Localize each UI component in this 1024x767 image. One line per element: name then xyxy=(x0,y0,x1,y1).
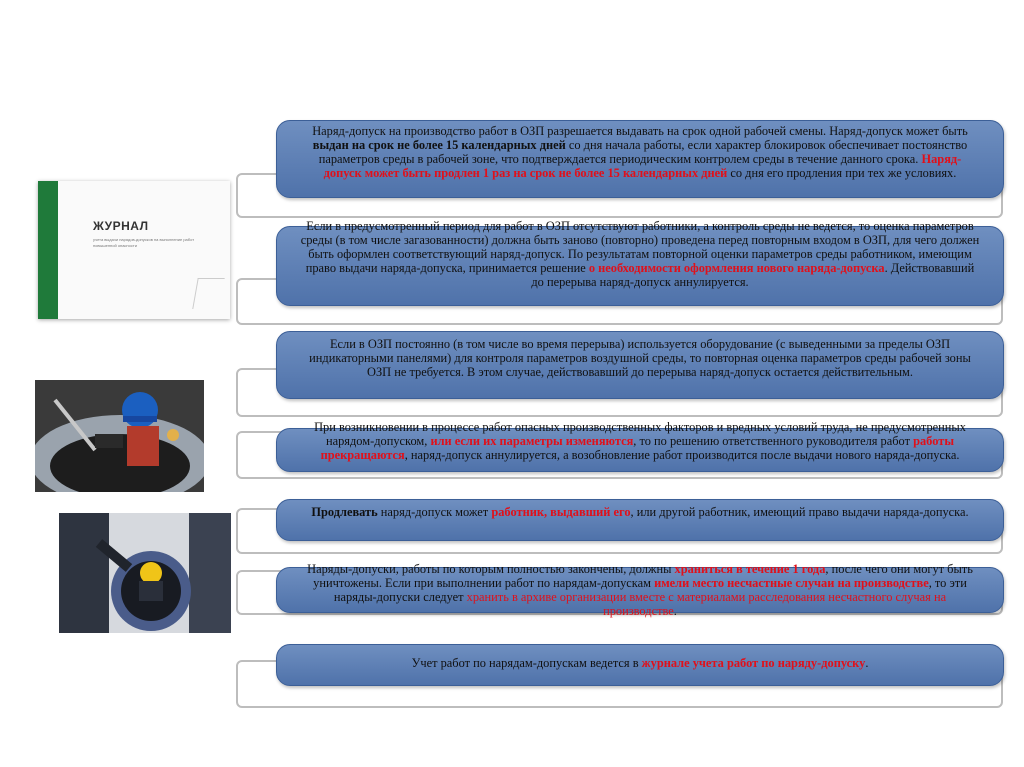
info-text-segment: Учет работ по нарядам-допускам ведется в xyxy=(411,656,642,670)
info-text-segment: о необходимости оформления нового наряда-допуска xyxy=(588,261,885,275)
info-text-segment: журнале учета работ по наряду-допуску xyxy=(641,656,866,670)
journal-subtitle: учета выдачи нарядов-допусков на выполнение работ повышенной опасности xyxy=(93,237,195,248)
info-text-segment: работы прекращаются xyxy=(320,434,955,462)
journal-image xyxy=(38,181,230,319)
info-text-segment: Наряды-допуски, работы по которым полностью закончены, должны xyxy=(307,562,675,576)
info-text-segment: или если их параметры изменяются xyxy=(430,434,634,448)
info-text-segment: работник, выдавший его xyxy=(491,505,631,519)
info-text-segment: со дня начала работы, если характер блокировок обеспечивает постоянство параметров среды в рабочей зоне, что подтверждается периодическим контролем среды в течение данного срока. xyxy=(318,138,968,166)
info-text-4 xyxy=(300,420,980,462)
worker-helmet-illustration xyxy=(35,380,204,492)
info-text-7 xyxy=(300,656,980,670)
info-text-segment: , то по решению ответственного руководителя работ xyxy=(633,434,914,448)
info-text-3 xyxy=(300,337,980,379)
info-text-segment: , наряд-допуск аннулируется, а возобновление работ производится после выдачи нового наряда-допуска. xyxy=(404,448,960,462)
info-text-segment: со дня его продления при тех же условиях. xyxy=(727,166,957,180)
info-text-1 xyxy=(300,124,980,180)
info-text-segment: Наряд-допуск на производство работ в ОЗП разрешается выдавать на срок одной рабочей смены. Наряд-допуск может быть xyxy=(312,124,968,138)
info-text-segment: . xyxy=(865,656,869,670)
journal-page-fold xyxy=(192,278,224,309)
info-text-segment: , то эти наряды-допуски следует xyxy=(333,576,967,604)
info-text-6 xyxy=(300,562,980,618)
info-text-segment: , или другой работник, имеющий право выдачи наряда-допуска. xyxy=(630,505,969,519)
info-text-segment: хранить в архиве организации вместе с материалами расследования несчастного случая на производстве xyxy=(466,590,947,618)
info-text-segment: храниться в течение 1 года xyxy=(674,562,826,576)
info-text-segment: Продлевать xyxy=(311,505,378,519)
info-text-segment: Если в предусмотренный период для работ в ОЗП отсутствуют работники, а контроль среды не ведется, то оценка параметров среды (в том числе загазованности) должна быть заново (повторно) проведена перед повторным входом в ОЗП, для чего должен быть оформлен соответствующий наряд-допуск. По результатам повторной оценки параметров среды работником, имеющим право выдачи наряда-допуска, принимается решение xyxy=(300,219,980,275)
info-text-segment: имели место несчастные случаи на производстве xyxy=(654,576,929,590)
hatch-illustration xyxy=(59,513,231,633)
worker-entering-hatch-photo xyxy=(59,513,231,633)
journal-title: ЖУРНАЛ xyxy=(93,219,149,233)
info-text-segment: выдан на срок не более 15 календарных дней xyxy=(312,138,566,152)
info-text-segment: Если в ОЗП постоянно (в том числе во время перерыва) используется оборудование (с выведенными за пределы ОЗП индикаторными панелями) для контроля параметров воздушной среды, то повторная оценка параметров среды рабочей зоны ОЗП не требуется. В этом случае, действовавший до перерыва наряд-допуск остается действительным. xyxy=(309,337,971,379)
info-text-segment: Наряд-допуск может быть продлен 1 раз на срок не более 15 календарных дней xyxy=(323,152,962,180)
worker-in-confined-space-photo xyxy=(35,380,204,492)
info-text-segment: . Действовавший до перерыва наряд-допуск аннулируется. xyxy=(531,261,975,289)
info-text-5 xyxy=(300,505,980,519)
info-text-segment: . xyxy=(673,604,677,618)
journal-spine xyxy=(38,181,58,319)
info-text-segment: При возникновении в процессе работ опасных производственных факторов и вредных условий труда, не предусмотренных нарядом-допуском, xyxy=(314,420,966,448)
info-text-segment: наряд-допуск может xyxy=(377,505,492,519)
info-text-2 xyxy=(300,219,980,289)
info-text-segment: , после чего они могут быть уничтожены. Если при выполнении работ по нарядам-допускам xyxy=(313,562,973,590)
